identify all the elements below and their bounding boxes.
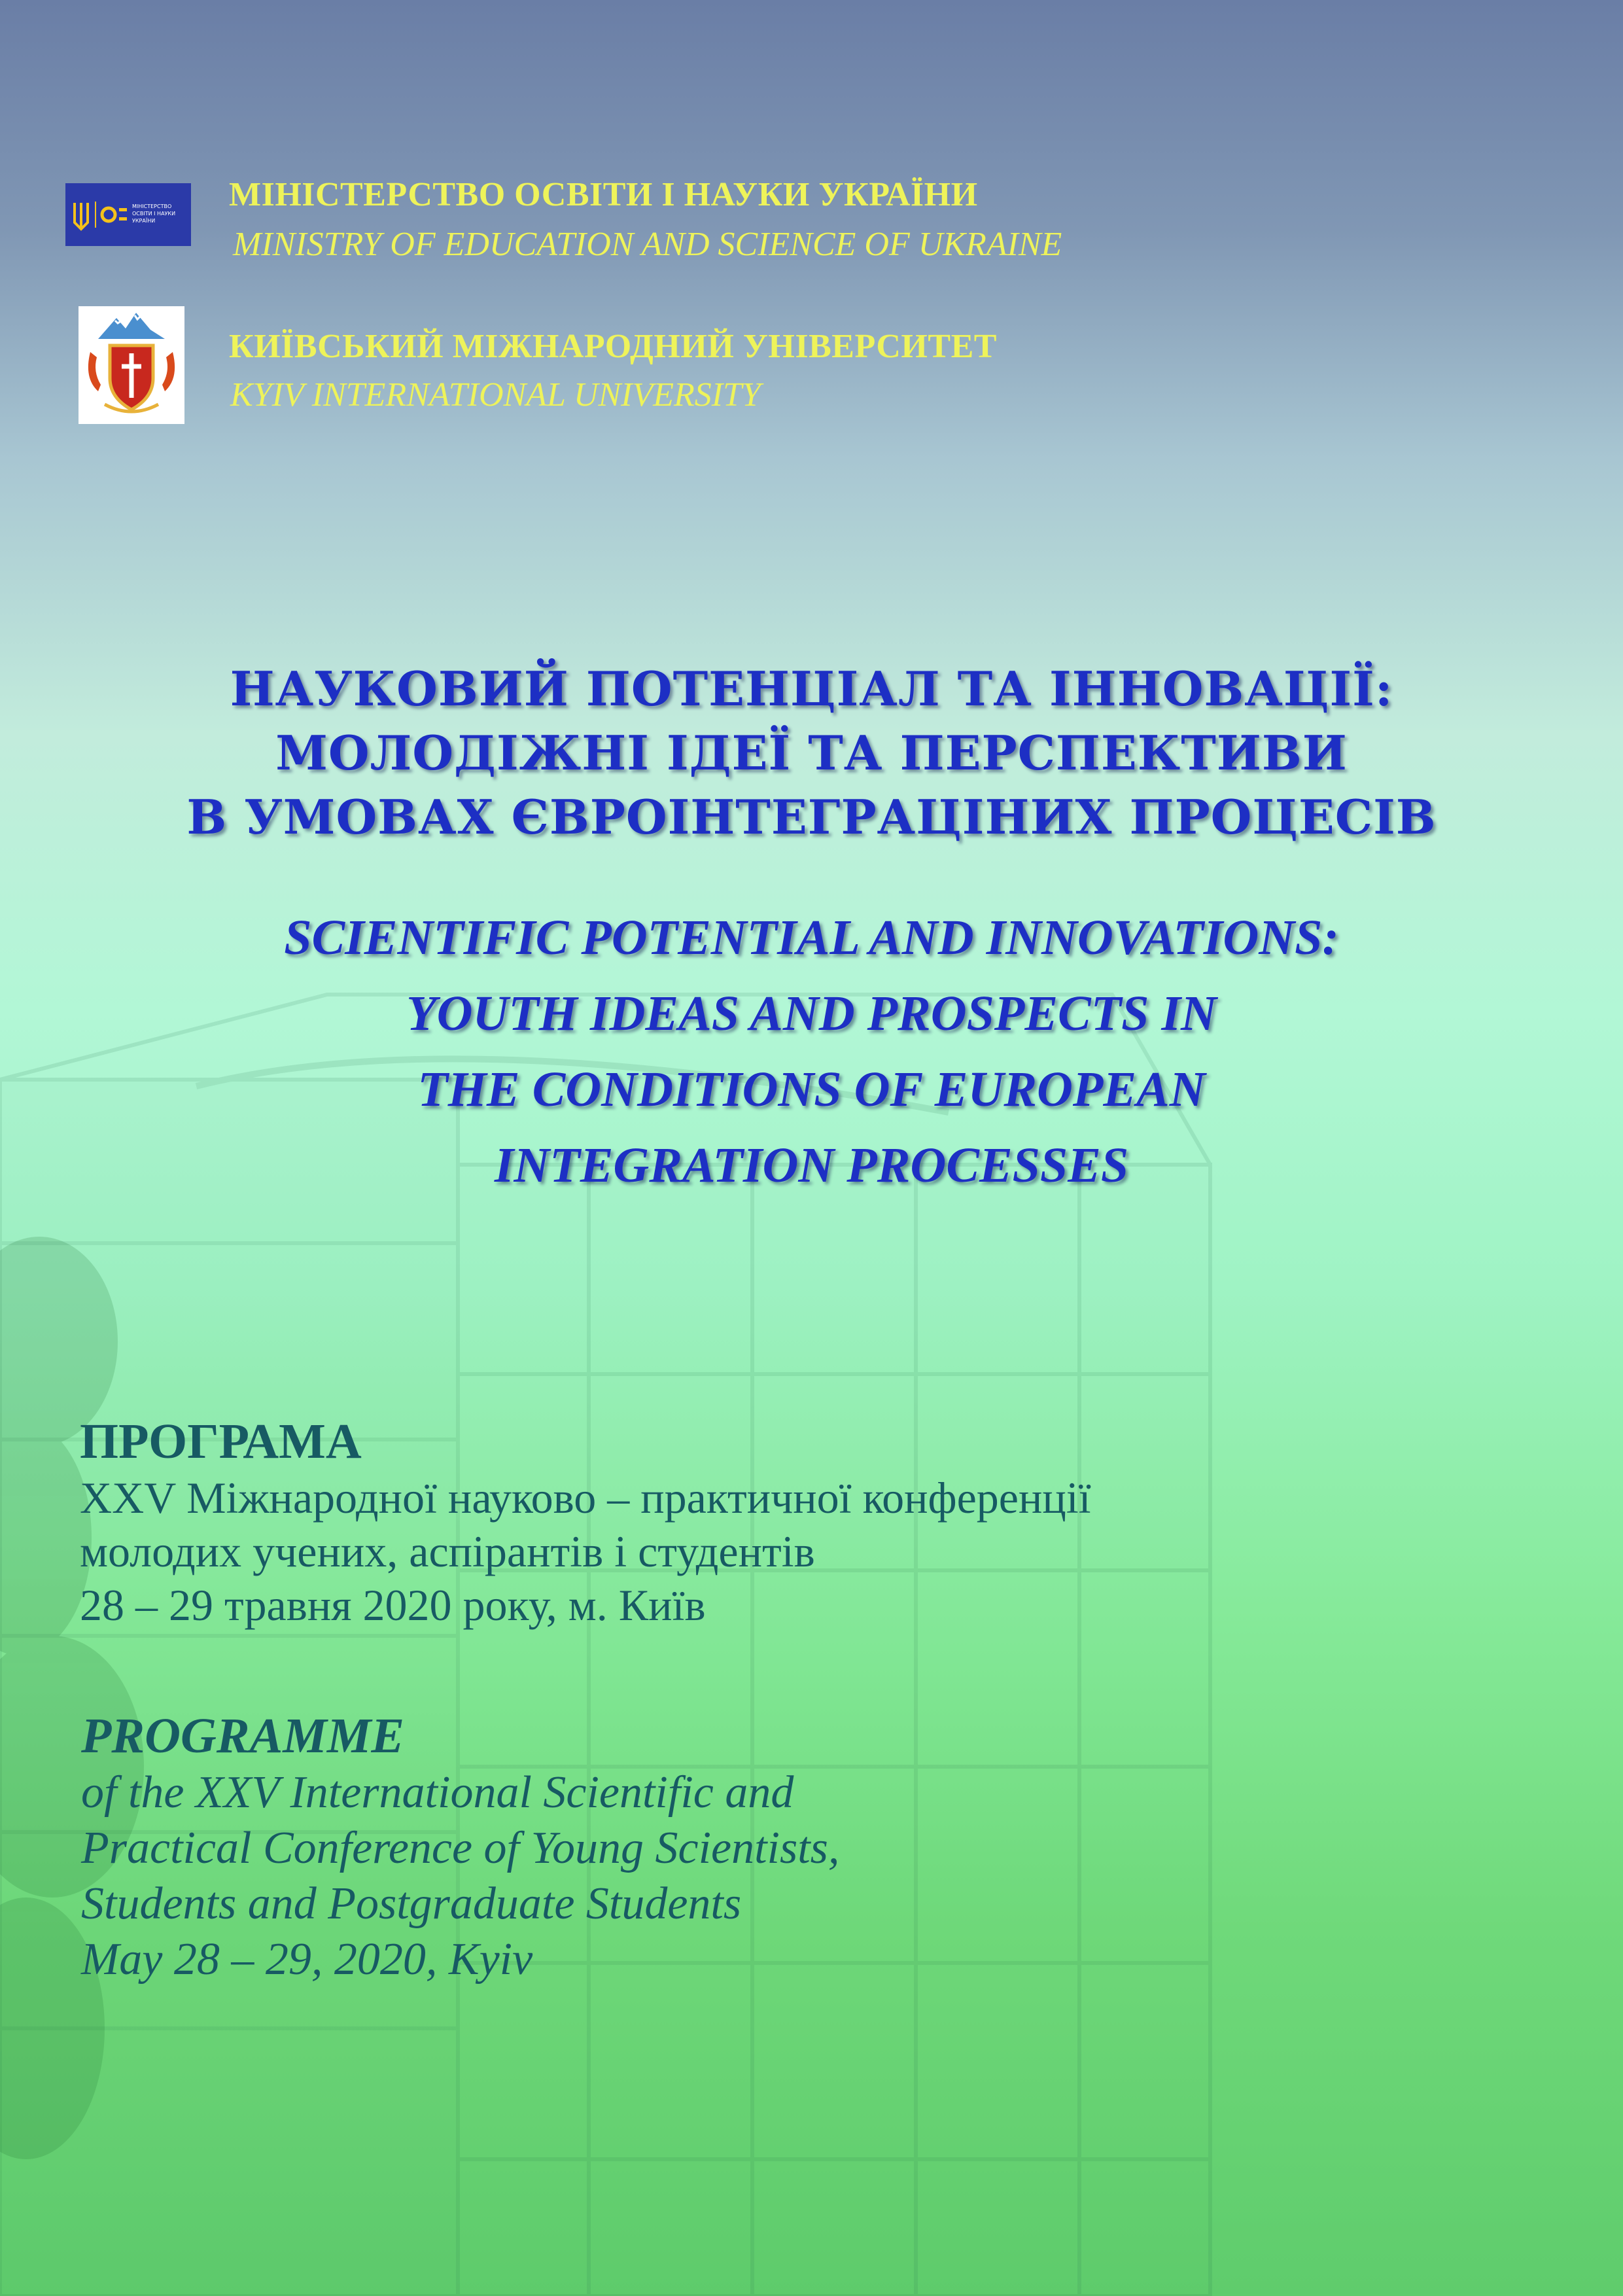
programme-ua-line-3: 28 – 29 травня 2020 року, м. Київ bbox=[80, 1580, 706, 1630]
university-name-ua: КИЇВСЬКИЙ МІЖНАРОДНИЙ УНІВЕРСИТЕТ bbox=[229, 328, 997, 365]
university-crest-logo bbox=[79, 306, 184, 424]
ministry-logo bbox=[65, 183, 191, 246]
university-name-en: KYIV INTERNATIONAL UNIVERSITY bbox=[230, 376, 761, 414]
conference-title-ua-line-1: НАУКОВИЙ ПОТЕНЦІАЛ ТА ІННОВАЦІЇ: bbox=[230, 661, 1393, 716]
programme-heading-ua: ПРОГРАМА bbox=[80, 1414, 362, 1469]
programme-en-line-1: of the XXV International Scientific and bbox=[81, 1767, 794, 1818]
ministry-name-en: MINISTRY OF EDUCATION AND SCIENCE OF UKRAINE bbox=[233, 226, 1062, 263]
ministry-name-ua: МІНІСТЕРСТВО ОСВІТИ І НАУКИ УКРАЇНИ bbox=[229, 176, 978, 213]
programme-ua-line-2: молодих учених, аспірантів і студентів bbox=[80, 1527, 815, 1576]
programme-en-line-2: Practical Conference of Young Scientists, bbox=[81, 1823, 840, 1873]
conference-title-ua-line-3: В УМОВАХ ЄВРОІНТЕГРАЦІНИХ ПРОЦЕСІВ bbox=[186, 789, 1437, 845]
conference-title-en-line-2: YOUTH IDEAS AND PROSPECTS IN bbox=[406, 986, 1217, 1041]
programme-en-line-3: Students and Postgraduate Students bbox=[81, 1879, 742, 1929]
programme-heading-en: PROGRAMME bbox=[81, 1708, 405, 1763]
conference-title-en-line-1: SCIENTIFIC POTENTIAL AND INNOVATIONS: bbox=[284, 910, 1339, 965]
conference-title-en-line-4: INTEGRATION PROCESSES bbox=[494, 1138, 1129, 1193]
svg-text:МІНІСТЕРСТВО: МІНІСТЕРСТВО bbox=[132, 203, 172, 209]
conference-title-ua-line-2: МОЛОДІЖНІ ІДЕЇ ТА ПЕРСПЕКТИВИ bbox=[275, 725, 1348, 781]
programme-ua-line-1: XXV Міжнародної науково – практичної конференції bbox=[80, 1473, 1091, 1523]
programme-en-line-4: May 28 – 29, 2020, Kyiv bbox=[81, 1934, 533, 1985]
svg-text:УКРАЇНИ: УКРАЇНИ bbox=[132, 218, 156, 224]
conference-title-en-line-3: THE CONDITIONS OF EUROPEAN bbox=[417, 1062, 1206, 1117]
svg-text:ОСВІТИ І НАУКИ: ОСВІТИ І НАУКИ bbox=[132, 211, 176, 217]
